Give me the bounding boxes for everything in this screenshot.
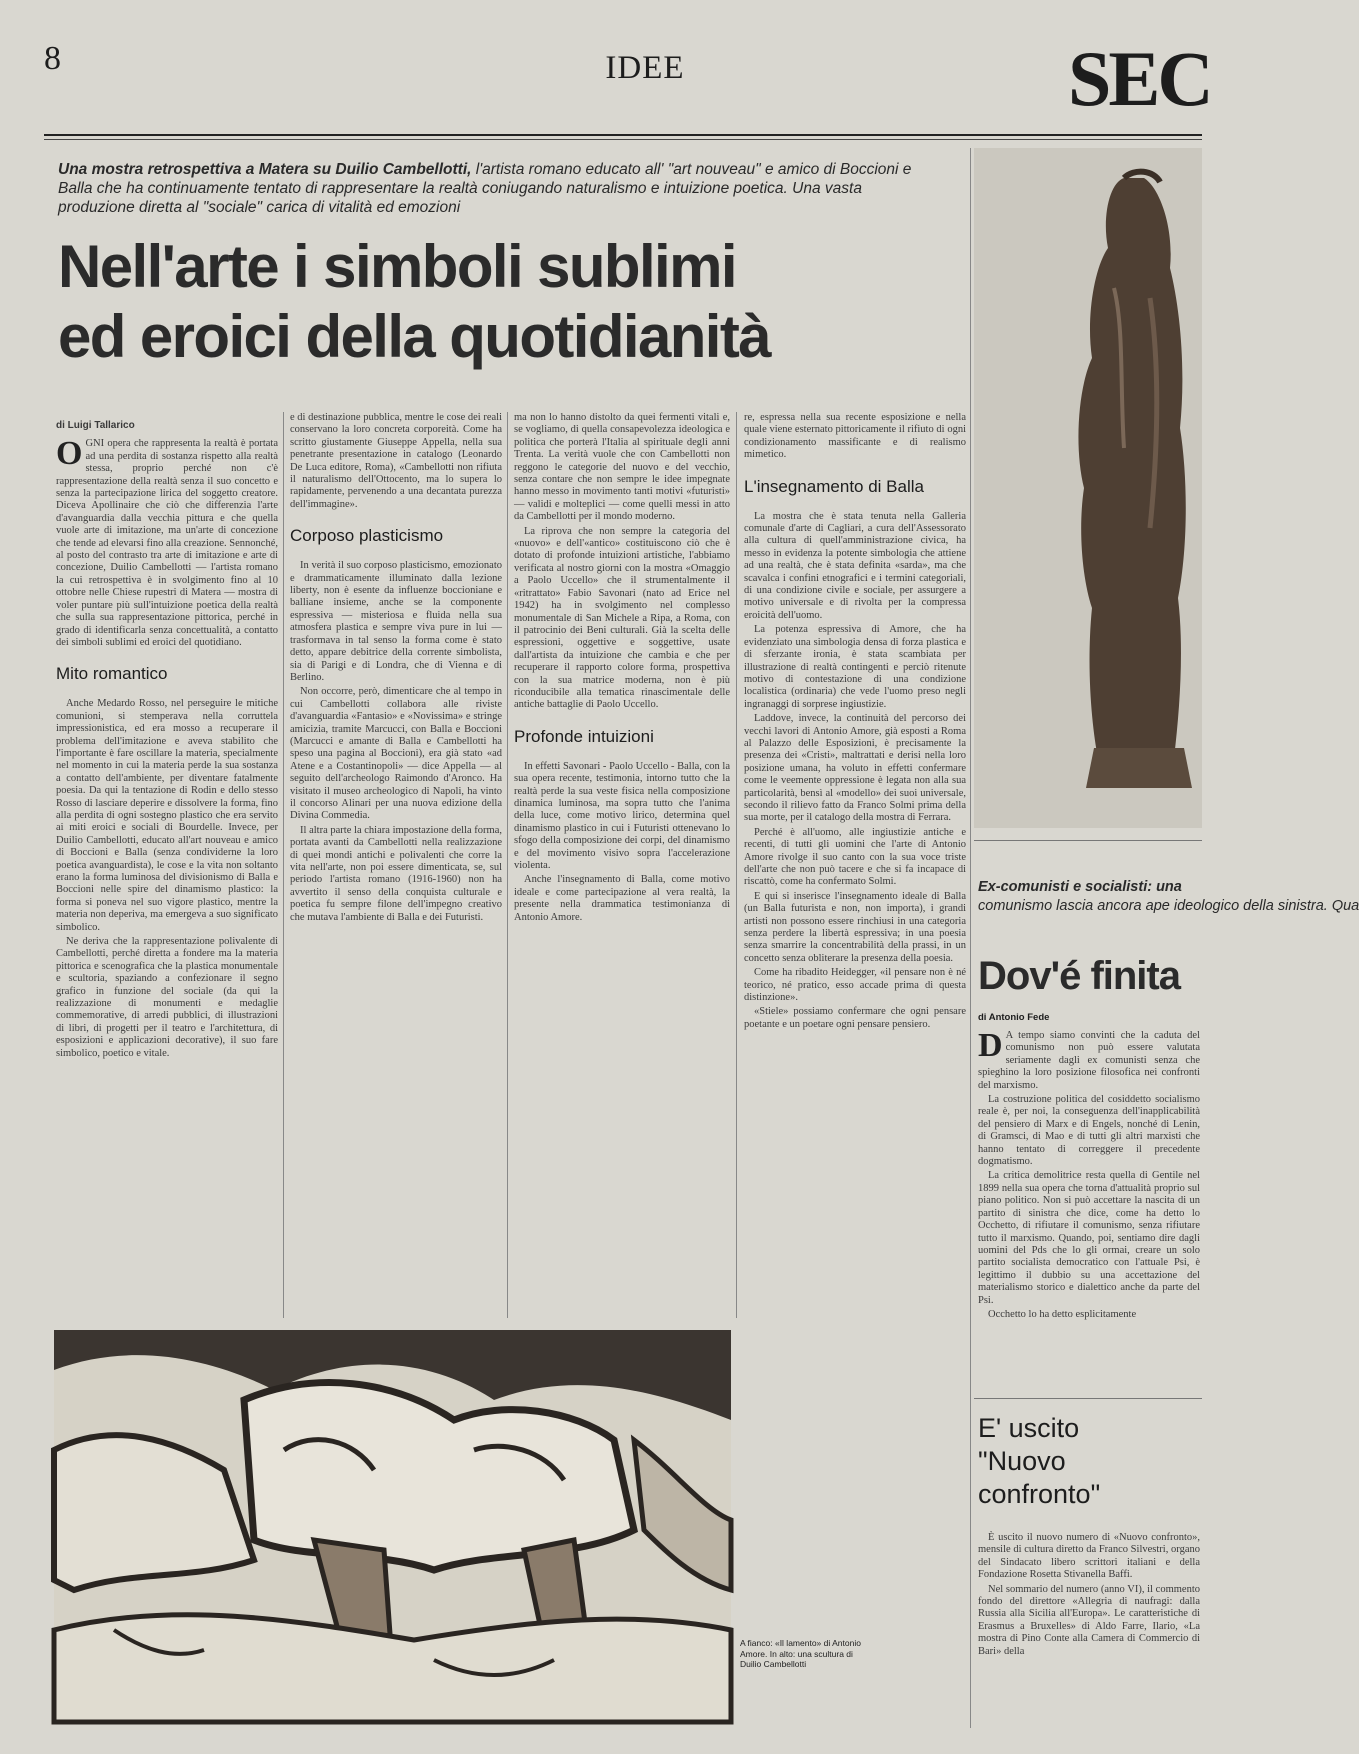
article-headline bbox=[58, 232, 858, 372]
paragraph: Come ha ribadito Heidegger, «il pensare non è né teorico, né pratico, esso accade prima di questa distinzione». bbox=[744, 967, 966, 1004]
paragraph: E qui si inserisce l'insegnamento ideale di Balla (un Balla futurista e non, non importa), i grandi artisti non possono essere rinchiusi in una categoria senza perdere la libertà espressiva; in una poesia senza smarrire la concentrabilità della prassi, in un concetto senza obliterare la presenza della poesia. bbox=[744, 890, 966, 964]
paragraph bbox=[978, 1027, 1200, 1092]
header-rule-thin bbox=[44, 139, 1202, 140]
paragraph: La mostra che è stata tenuta nella Galleria comunale d'arte di Cagliari, a cura dell'Assessorato alla cultura di quell'amministrazione civica, ha messo in evidenza la potente simbologia che attiene ad una realtà, che è stata definita «sarda», ma che scavalca i confini etnografici e i termini categoriali, di una condizione civile e sociale, per assurgere a motivo universale e di rivolta per la compressa eroicità dell'uomo. bbox=[744, 510, 966, 621]
photo-caption: A fianco: «Il lamento» di Antonio Amore. In alto: una scultura di Duilio Cambellotti bbox=[740, 1638, 861, 1669]
section-title: IDEE bbox=[605, 50, 685, 86]
paragraph-text: GNI opera che rappresenta la realtà è portata ad una perdita di sostanza rispetto alla realtà stessa, proprio perché non c'è rappresentazione della realtà senza il suo concetto e senza la partecipazione lirica del soggetto creatore. Diceva Apollinaire che ciò che differenzia l'arte d'avanguardia dalla vecchia pittura e che quella vuole arte di imitazione, ma un'arte di concezione che tende ad elevarsi fino alla creazione. Sennonché, al posto del contrasto tra arte di imitazione e arte di concezione, Duilio Cambellotti — l'artista romano la cui retrospettiva è in svolgimento fino al 10 ottobre nelle Chiese rupestri di Matera — mostra di voler puntare più sull'intuizione poetica della realtà che sulla sua rappresentazione pittorica, perché in grado di identificarla senza concettualità, a contatto dei simboli sublimi ed eroici del quotidiano. bbox=[56, 438, 278, 648]
artwork-il-lamento bbox=[54, 1330, 731, 1722]
paragraph: Nel sommario del numero (anno VI), il commento fondo del direttore «Allegria di naufragi: dalla Russia alla Sicilia all'Europa». Le caratteristiche di Erasmus a Bruxelles» di Aldo Farre, Ilario, «La mostra di Pino Conte alla Camera di Commercio di Bari» della bbox=[978, 1583, 1200, 1657]
box-title bbox=[978, 1412, 1202, 1511]
column-rule-2 bbox=[507, 412, 508, 1318]
page-number: 8 bbox=[44, 40, 61, 77]
paragraph: La riprova che non sempre la categoria del «nuovo» e dell'«antico» costituiscono ciò che è dotato di profonde intuizioni artistiche, l'abbiamo verificata al nostro giorni con la mostra «Omaggio a Paolo Uccello» che il strumentalmente il «ritrattato» Fabio Savonari (nato ad Erice nel 1942) ha in svolgimento nel complesso monumentale di San Michele a Ripa, a Roma, con il patrocinio dei Beni culturali. Già la scelta delle espressioni, oggettive e soggettive, usate dall'artista da intuizione che cambia e che per recuperare il rapporto colore forma, prospettiva con la sua matrice moderna, non è più riconducibile alla tematica rinascimentale delle antiche battaglie di Paolo Uccello. bbox=[514, 525, 730, 711]
paragraph: Il altra parte la chiara impostazione della forma, portata avanti da Cambellotti nella realizzazione di quei mondi antichi e polivalenti che corre la vita nell'arte, non poi essere dimenticata, se, sul periodo l'artista romano (1916-1960) non ha avvertito il senso della conquista culturale e poetica fu sempre filone dell'impegno creativo che mutava l'ambiente di Balla e dei Futuristi. bbox=[290, 824, 502, 923]
sidebar-body bbox=[978, 1027, 1200, 1365]
subhead-profonde-intuizioni: Profonde intuizioni bbox=[514, 726, 654, 746]
article-kicker bbox=[58, 160, 938, 217]
paragraph: È uscito il nuovo numero di «Nuovo confronto», mensile di cultura diretto da Franco Silvestri, organo del Sindacato libero scrittori italiani e della Fondazione Rosetta Stivanella Baffi. bbox=[978, 1532, 1200, 1581]
paragraph bbox=[56, 435, 278, 649]
column-rule-1 bbox=[283, 412, 284, 1318]
paragraph: Perché è all'uomo, alle ingiustizie antiche e recenti, di tutti gli uomini che l'arte di Antonio Amore rivolge il suo canto con la sua voce triste dell'arte che non può tacere e che si fa incapace di riscattò, come ha confermato Solmi. bbox=[744, 826, 966, 888]
article-column-2 bbox=[290, 412, 502, 1318]
headline-line-2: ed eroici della quotidianità bbox=[58, 303, 770, 370]
column-rule-4 bbox=[970, 148, 971, 1728]
paragraph: «Stiele» possiamo confermare che ogni pensare poetante e un poetare ogni pensare pensiero. bbox=[744, 1006, 966, 1030]
article-byline: di Luigi Tallarico bbox=[56, 420, 135, 431]
masthead-fragment: SEC bbox=[1068, 35, 1211, 122]
headline-line-1: Nell'arte i simboli sublimi bbox=[58, 233, 736, 300]
paragraph: Anche Medardo Rosso, nel perseguire le mitiche comunioni, si stemperava nella corruttela impressionistica, ed era mosso a recuperare il problema dell'imitazione e aveva stabilito che l'importante è fare oscillare la materia, specialmente nel momento in cui la materia perde la sua sostanza a contatto dell'ambiente, per diventare fatalmente poesia. Da qui la tentazione di Rodin e dello stesso Rosso di lasciare deperire e dissolvere la forma, fino alla perdita di ogni sostegno plastico che era servito ai miti eroici e sociali di Bourdelle. Invece, per Duilio Cambellotti, educato all'art nouveau e amico di Boccioni e Balla (senza condividerne la loro poetica avanguardista), le cose e la vita non soltanto erano la forma luminosa del divisionismo di Balla e Boccioni nelle spire del dinamismo plastico: la forma si poneva nel suo vigore plastico, mentre la materia non deperiva, ma emergeva a suo significato simbolico. bbox=[56, 698, 278, 933]
sidebar-kicker bbox=[978, 878, 1359, 916]
subhead-mito-romantico: Mito romantico bbox=[56, 664, 168, 684]
column-rule-3 bbox=[736, 412, 737, 1318]
sculpture-illustration bbox=[974, 148, 1202, 828]
artwork-illustration bbox=[54, 1330, 731, 1722]
paragraph: Anche l'insegnamento di Balla, come motivo ideale e come partecipazione al vera realtà, la presente nella drammatica testimonianza di Antonio Amore. bbox=[514, 874, 730, 923]
box-title-line-3: confronto" bbox=[978, 1479, 1101, 1509]
kicker-bold: Una mostra retrospettiva a Matera su Duilio Cambellotti, bbox=[58, 161, 472, 178]
box-rule bbox=[974, 1398, 1202, 1399]
drop-cap: O bbox=[56, 435, 83, 473]
paragraph: ma non lo hanno distolto da quei fermenti vitali e, se vogliamo, di quella consapevolezza ideologica e politica che porterà l'Italia al spirituale degli anni Trenta. La verità vuole che con Cambellotti non reggono le categorie del nuovo e del vecchio, senza contare che non sempre le idee impegnate hanno messo in movimento tanti motivi «futuristi» — validi e molteplici — come quelli messi in atto da Cambellotti per il mondo moderno. bbox=[514, 412, 730, 523]
paragraph: Occhetto lo ha detto esplicitamente bbox=[988, 1308, 1137, 1320]
box-title-line-1: E' uscito bbox=[978, 1413, 1080, 1443]
paragraph: Ne deriva che la rappresentazione polivalente di Cambellotti, perché diretta a fondere ma la materia pittorica e scenografica che la plastica monumentale e scultoria, spaziando a confezionare il segno grafico in funzione del sociale (da qui la realizzazione di monumenti e medaglie commemorative, di arredi pubblici, di illustrazioni di libri, di progetti per il teatro e l'architettura, di esposizioni e applicazioni decorative), il suo fare simbolico, poetico e vitale. bbox=[56, 936, 278, 1059]
box-body bbox=[978, 1532, 1200, 1742]
paragraph: La critica demolitrice resta quella di Gentile nel 1899 nella sua opera che torna d'attualità proprio sul piano politico. Non si può accettare la nascita di un partito di sinistra che dice, come ha detto lo Occhetto, di rifiutare il comunismo, senza rifiutare tutto il marxismo. Quando, poi, sentiamo dire dagli uomini del Pds che lo gli ormai, creare un solo partito socialista democratico con l'attuale Psi, è legittimo il dubbio su una accettazione del materialismo storico e dialettico anche da parte del Psi. bbox=[978, 1170, 1200, 1306]
paragraph: Non occorre, però, dimenticare che al tempo in cui Cambellotti collabora alle riviste d'avanguardia «Fantasio» e «Novissima» e stringe amicizia, tramite Marcucci, con Balla e Boccioni (Marcucci e amante di Balla e Cambellotti ha speso una pagina al Boccioni), era già stato «ad Atene e a Costantinopoli» — dice Appella — al seguito dell'archeologo Raimondo d'Aronco. Ha visitato il museo archeologico di Napoli, ha vinto il concorso Alinari per una nuova edizione della Divina Commedia. bbox=[290, 686, 502, 822]
paragraph: re, espressa nella sua recente esposizione e nella quale viene esternato pittoricamente il rifiuto di ogni condizionamento massificante e di realismo mimetico. bbox=[744, 412, 966, 461]
article-column-1 bbox=[56, 420, 278, 1318]
article-column-3 bbox=[514, 412, 730, 1318]
kicker-text: l'artista romano educato all' "art nouveau" e amico di Boccioni e Balla che ha continuamente tentato di rappresentare la realtà coniugando naturalismo e intuizione poetica. Una vasta produzione diretta al "sociale" carica di vitalità ed emozioni bbox=[58, 161, 912, 216]
box-title-line-2: "Nuovo bbox=[978, 1446, 1066, 1476]
paragraph-text: A tempo siamo convinti che la caduta del comunismo non può essere valutata seriamente dagli ex comunisti senza che spieghino la loro posizione filosofica nei confronti del marxismo. bbox=[978, 1030, 1200, 1091]
sidebar-byline: di Antonio Fede bbox=[978, 1012, 1050, 1023]
header-rule bbox=[44, 134, 1202, 136]
sidebar-kicker-text: comunismo lascia ancora ape ideologico della sinistra. Qua bbox=[978, 898, 1359, 914]
subhead-corposo-plasticismo: Corposo plasticismo bbox=[290, 526, 444, 546]
paragraph: In verità il suo corposo plasticismo, emozionato e drammaticamente illuminato dalla lezione liberty, non è esente da influenze boccioniane e balliane insieme, anche se la componente espressiva — misteriosa e fluida nella sua atmosfera plastica e sempre viva pure in lui — trasformava in tal senso la forma come è stato detto, appare debitrice della corrente simbolista, sia di Parigi e di Londra, che di Vienna e di Berlino. bbox=[290, 560, 502, 683]
drop-cap: D bbox=[978, 1027, 1003, 1064]
paragraph: In effetti Savonari - Paolo Uccello - Balla, con la sua opera recente, testimonia, intorno tutto che la realtà perde la sua veste fisica nella composizione dinamica luminosa, ma sopra tutto che l'anima della luce, come motivo lirico, determina quel dinamismo plastico in cui i Futuristi ottenevano lo sfogo della composizione dei corpi, del dinamismo e del movimento visivo sopra l'accelerazione violenta. bbox=[514, 760, 730, 871]
paragraph: La potenza espressiva di Amore, che ha evidenziato una simbologia densa di forza plastica e di sferzante ironia, è stata scambiata per illustrazione di realtà contingenti e perciò ritenute motivo di contestazione di una condizione localistica (ordinaria) che vede l'uomo preso negli ingranaggi di sorprese ingiustizie. bbox=[744, 624, 966, 710]
article-column-4 bbox=[744, 412, 966, 1392]
subhead-insegnamento-balla: L'insegnamento di Balla bbox=[744, 476, 924, 496]
paragraph: La costruzione politica del cosiddetto socialismo reale è, per noi, la conseguenza dell'inapplicabilità del pensiero di Marx e di Engels, nonché di Lenin, di Gramsci, di Mao e di tutti gli altri marxisti che hanno tentato di correggere il precedente dogmatismo. bbox=[978, 1094, 1200, 1168]
paragraph: e di destinazione pubblica, mentre le cose dei reali conservano la loro concreta corporeità. Come ha scritto giustamente Giuseppe Appella, nella sua penetrante presentazione in catalogo (Leonardo De Luca editore, Roma), «Cambellotti non rifiuta il naturalismo dell'Ottocento, ma lo supera lo rapidamente, pervenendo a una decantata purezza dell'immagine». bbox=[290, 412, 502, 510]
paragraph: Laddove, invece, la continuità del percorso dei vecchi lavori di Antonio Amore, già esposti a Roma al Palazzo delle Esposizioni, è precisamente la presenza dei «Cristi», maltrattati e derisi nella loro posizione umana, ha voluto in effetti confermare come le veemente oppressione è legata non alla sua particolarità, bensì al «modello» dei suoi universale, secondo il rilievo fatto da Franco Solmi prima della sua morte, per il catalogo della mostra di Ferrara. bbox=[744, 713, 966, 824]
sidebar-kicker-bold: Ex-comunisti e socialisti: una bbox=[978, 879, 1182, 895]
sidebar-rule bbox=[974, 840, 1202, 841]
sculpture-photo bbox=[974, 148, 1202, 828]
sidebar-title: Dov'é finita bbox=[978, 954, 1180, 998]
